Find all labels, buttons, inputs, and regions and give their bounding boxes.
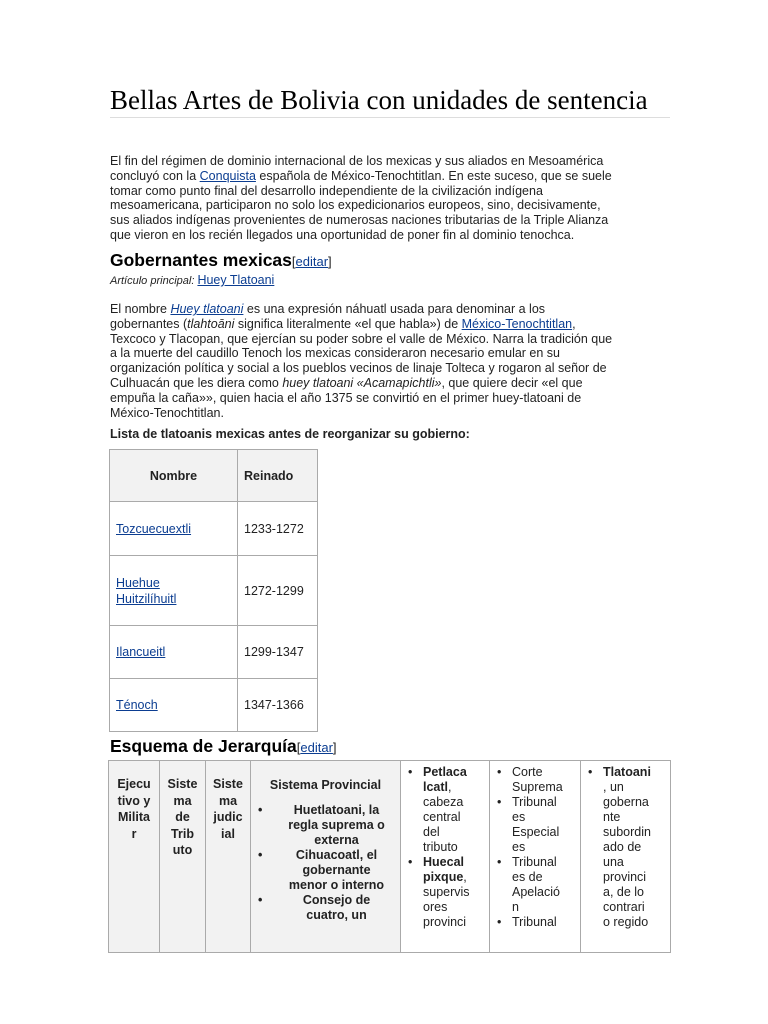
table-header-row bbox=[110, 450, 318, 502]
rulers-table bbox=[109, 449, 318, 732]
tlatoani-cell bbox=[581, 761, 671, 953]
text-line: El nombre Huey tlatoani es una expresión náhuatl usada para denominar a los bbox=[110, 302, 546, 316]
list-item: • Huetlatoani, la regla suprema o externa bbox=[251, 803, 400, 848]
list-item: • Huecal pixque, supervis ores provinci bbox=[401, 855, 489, 930]
text-line: Texcoco y Tlacopan, que ejercían su poder sobre el valle de México. Narra la tradición que bbox=[110, 331, 613, 346]
text-line: organización política y social a los pueblos vecinos de linaje Tolteca y rogaron al señor de bbox=[110, 361, 607, 376]
list-item: • Petlaca lcatl, cabeza central del tributo bbox=[401, 765, 489, 855]
conquista-link[interactable]: Conquista bbox=[199, 168, 256, 183]
executive-military-cell: Ejecu tivo y Milita r bbox=[109, 761, 160, 953]
mexico-tenochtitlan-link[interactable]: México-Tenochtitlan bbox=[461, 316, 573, 331]
huey-tlatoani-inline-link[interactable]: Huey tlatoani bbox=[170, 302, 244, 316]
text-line: concluyó con la Conquista española de México-Tenochtitlan. En este suceso, que se suele bbox=[110, 168, 612, 183]
list-item: • Cihuacoatl, el gobernante menor o interno bbox=[251, 848, 400, 893]
ruler-link[interactable]: Huehue Huitzilíhuitl bbox=[116, 575, 177, 606]
table-row bbox=[110, 626, 318, 679]
text-line: gobernantes (tlahtoāni significa literalmente «el que habla») de México-Tenochtitlan, bbox=[110, 316, 576, 331]
list-item: • Consejo de cuatro, un bbox=[251, 893, 400, 923]
text-line: sus aliados indígenas provenientes de numerosas naciones tributarias de la Triple Alianza bbox=[110, 213, 609, 228]
edit-link[interactable]: editar bbox=[295, 254, 329, 269]
list-item: • Tribunal es Especial es bbox=[490, 795, 580, 855]
list-item: • Tribunal es de Apelació n bbox=[490, 855, 580, 915]
text-line: tomar como punto final del desarrollo independiente de la civilización indígena bbox=[110, 183, 543, 198]
names-paragraph bbox=[110, 302, 660, 420]
section-heading-jerarquia: Esquema de Jerarquía[editar] bbox=[110, 736, 337, 756]
text-line: El fin del régimen de dominio internacional de los mexicas y sus aliados en Mesoamérica bbox=[110, 154, 604, 168]
text-line: México-Tenochtitlan. bbox=[110, 405, 224, 420]
table-row bbox=[110, 502, 318, 556]
column-header: Nombre bbox=[110, 450, 238, 502]
ruler-link[interactable]: Ilancueitl bbox=[116, 645, 166, 659]
list-item: • Tlatoani , un goberna nte subordin ado de una provinci a, de lo contrari o regido bbox=[581, 765, 670, 930]
judicial-system-cell: Siste ma judic ial bbox=[206, 761, 251, 953]
hierarchy-table bbox=[108, 760, 671, 953]
list-item: • Tribunal bbox=[490, 915, 580, 930]
section-heading-gobernantes: Gobernantes mexicas[editar] bbox=[110, 250, 332, 270]
huey-tlatoani-link[interactable]: Huey Tlatoani bbox=[197, 273, 275, 287]
tribute-officials-cell bbox=[401, 761, 490, 953]
edit-link[interactable]: editar bbox=[300, 740, 333, 755]
text-line: mesoamericana, participaron no solo los expedicionarios europeos, sino, decisivamente, bbox=[110, 198, 601, 213]
tribute-system-cell: Siste ma de Trib uto bbox=[160, 761, 206, 953]
cell-title: Sistema Provincial bbox=[269, 778, 382, 792]
reign-cell: 1233-1272 bbox=[238, 502, 318, 556]
column-header: Reinado bbox=[238, 450, 318, 502]
text-line: Culhuacán que les diera como huey tlatoani «Acamapichtli», que quiere decir «el que bbox=[110, 375, 583, 390]
reign-cell: 1299-1347 bbox=[238, 626, 318, 679]
hatnote: Artículo principal: Huey Tlatoani bbox=[110, 273, 275, 287]
courts-cell bbox=[490, 761, 581, 953]
text-line: a la muerte del caudillo Tenoch los mexicas consideraron necesario emular en su bbox=[110, 346, 561, 361]
intro-paragraph bbox=[110, 154, 660, 243]
list-item: • Corte Suprema bbox=[490, 765, 580, 795]
reign-cell: 1347-1366 bbox=[238, 679, 318, 732]
text-line: empuña la caña»», quien hacia el año 1375 se convirtió en el primer huey-tlatoani de bbox=[110, 390, 582, 405]
text-line: que vieron en los recién llegados una oportunidad de poner fin al dominio tenochca. bbox=[110, 227, 575, 242]
table-row bbox=[110, 679, 318, 732]
ruler-link[interactable]: Ténoch bbox=[116, 698, 158, 712]
table-row bbox=[110, 556, 318, 626]
table-caption: Lista de tlatoanis mexicas antes de reorganizar su gobierno: bbox=[110, 427, 470, 441]
reign-cell: 1272-1299 bbox=[238, 556, 318, 626]
ruler-link[interactable]: Tozcuecuextli bbox=[116, 521, 192, 536]
page-title: Bellas Artes de Bolivia con unidades de sentencia bbox=[110, 86, 670, 118]
provincial-system-cell bbox=[251, 761, 401, 953]
